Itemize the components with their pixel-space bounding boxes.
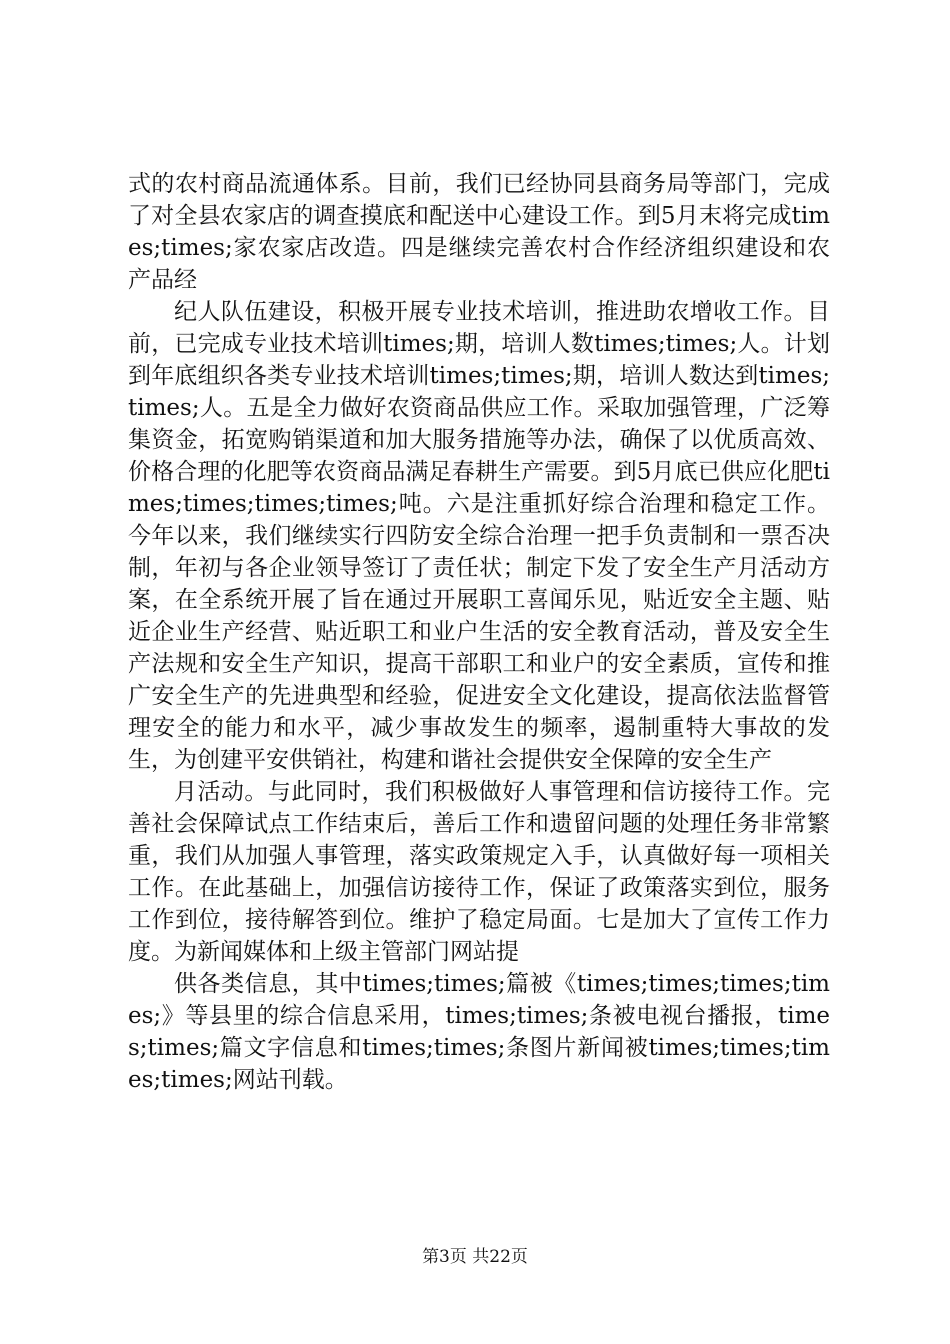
document-body: [128, 168, 830, 1096]
paragraph-2: 纪人队伍建设，积极开展专业技术培训，推进助农增收工作。目前，已完成专业技术培训times;期，培训人数times;times;人。计划到年底组织各类专业技术培训times;times;期，培训人数达到times;times;人。五是全力做好农资商品供应工作。采取加强管理，广泛筹集资金，拓宽购销渠道和加大服务措施等办法，确保了以优质高效、价格合理的化肥等农资商品满足春耕生产需要。到5月底已供应化肥times;times;times;times;吨。六是注重抓好综合治理和稳定工作。今年以来，我们继续实行四防安全综合治理一把手负责制和一票否决制，年初与各企业领导签订了责任状；制定下发了安全生产月活动方案，在全系统开展了旨在通过开展职工喜闻乐见，贴近安全主题、贴近企业生产经营、贴近职工和业户生活的安全教育活动，普及安全生产法规和安全生产知识，提高干部职工和业户的安全素质，宣传和推广安全生产的先进典型和经验，促进安全文化建设，提高依法监督管理安全的能力和水平，减少事故发生的频率，遏制重特大事故的发生，为创建平安供销社，构建和谐社会提供安全保障的安全生产: [128, 299, 830, 773]
paragraph-3: 月活动。与此同时，我们积极做好人事管理和信访接待工作。完善社会保障试点工作结束后，善后工作和遗留问题的处理任务非常繁重，我们从加强人事管理，落实政策规定入手，认真做好每一项相关工作。在此基础上，加强信访接待工作，保证了政策落实到位，服务工作到位，接待解答到位。维护了稳定局面。七是加大了宣传工作力度。为新闻媒体和上级主管部门网站提: [128, 779, 830, 965]
paragraph-4: 供各类信息，其中times;times;篇被《times;times;times;times;》等县里的综合信息采用，times;times;条被电视台播报，times;times;篇文字信息和times;times;条图片新闻被times;times;times;times;网站刊载。: [128, 971, 830, 1093]
paragraph-1: 式的农村商品流通体系。目前，我们已经协同县商务局等部门，完成了对全县农家店的调查摸底和配送中心建设工作。到5月末将完成times;times;家农家店改造。四是继续完善农村合作经济组织建设和农产品经: [128, 171, 830, 293]
page-number-footer: 第3页 共22页: [422, 1247, 528, 1267]
